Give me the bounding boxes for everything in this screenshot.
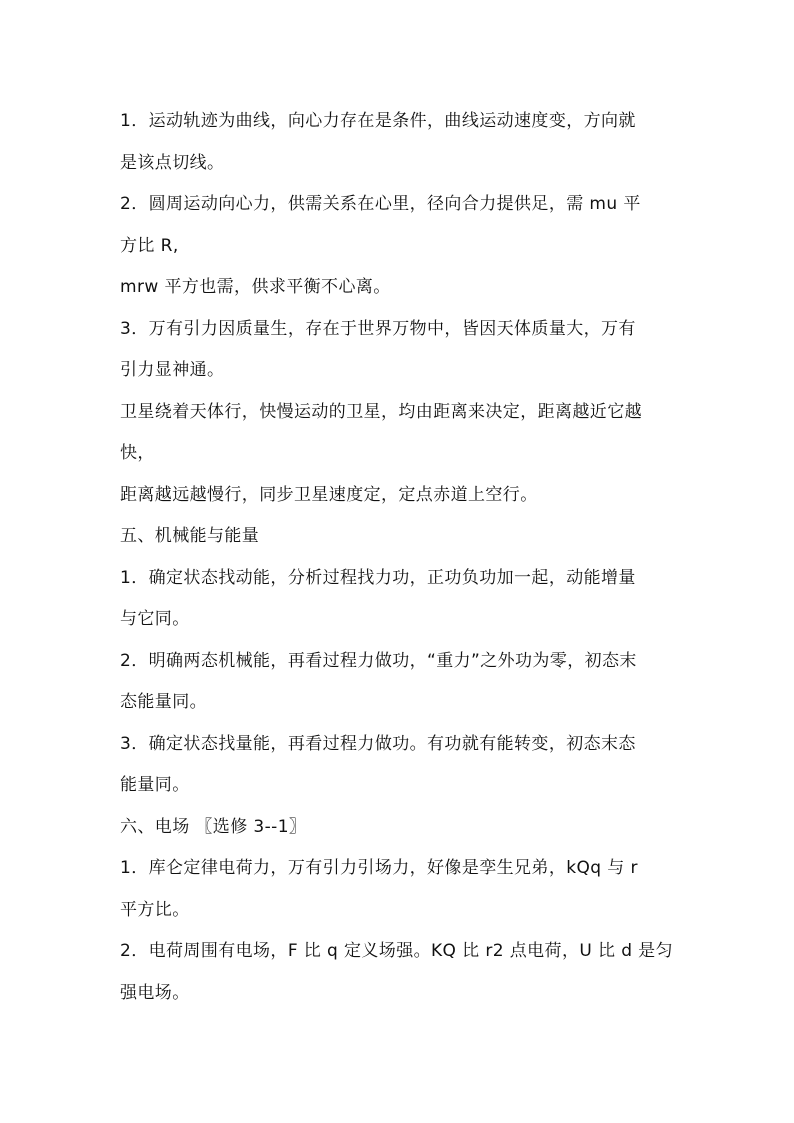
text-line: 强电场。: [120, 982, 190, 1003]
text-line: 能量同。: [120, 775, 190, 795]
text-line: 快，: [120, 443, 155, 463]
section-heading: 六、电场 〖选修 3--1〗: [120, 816, 307, 837]
text-line: 1．确定状态找动能，分析过程找力功，正功负功加一起，动能增量: [120, 567, 636, 588]
text-line: 方比 R,: [120, 235, 179, 256]
section-heading: 五、机械能与能量: [120, 526, 260, 546]
text-line: 引力显神通。: [120, 360, 225, 380]
document-body: [120, 101, 680, 1014]
text-line: 卫星绕着天体行，快慢运动的卫星，均由距离来决定，距离越近它越: [120, 401, 642, 422]
text-line: 2．明确两态机械能，再看过程力做功，“重力”之外功为零，初态末: [120, 650, 637, 671]
text-line: mrw 平方也需，供求平衡不心离。: [120, 277, 391, 297]
text-line: 平方比。: [120, 899, 190, 920]
text-line: 2．电荷周围有电场，F 比 q 定义场强。KQ 比 r2 点电荷，U 比 d 是匀: [120, 941, 673, 961]
text-line: 是该点切线。: [120, 152, 225, 173]
text-line: 态能量同。: [120, 692, 207, 712]
text-line: 3．确定状态找量能，再看过程力做功。有功就有能转变，初态末态: [120, 733, 636, 754]
text-line: 3．万有引力因质量生，存在于世界万物中，皆因天体质量大，万有: [120, 318, 636, 339]
text-line: 距离越远越慢行，同步卫星速度定，定点赤道上空行。: [120, 484, 538, 505]
text-line: 1．运动轨迹为曲线，向心力存在是条件，曲线运动速度变，方向就: [120, 111, 636, 131]
text-line: 2．圆周运动向心力，供需关系在心里，径向合力提供足，需 mu 平: [120, 194, 641, 214]
text-line: 与它同。: [120, 609, 190, 629]
text-line: 1．库仑定律电荷力，万有引力引场力，好像是孪生兄弟，kQq 与 r: [120, 858, 638, 878]
